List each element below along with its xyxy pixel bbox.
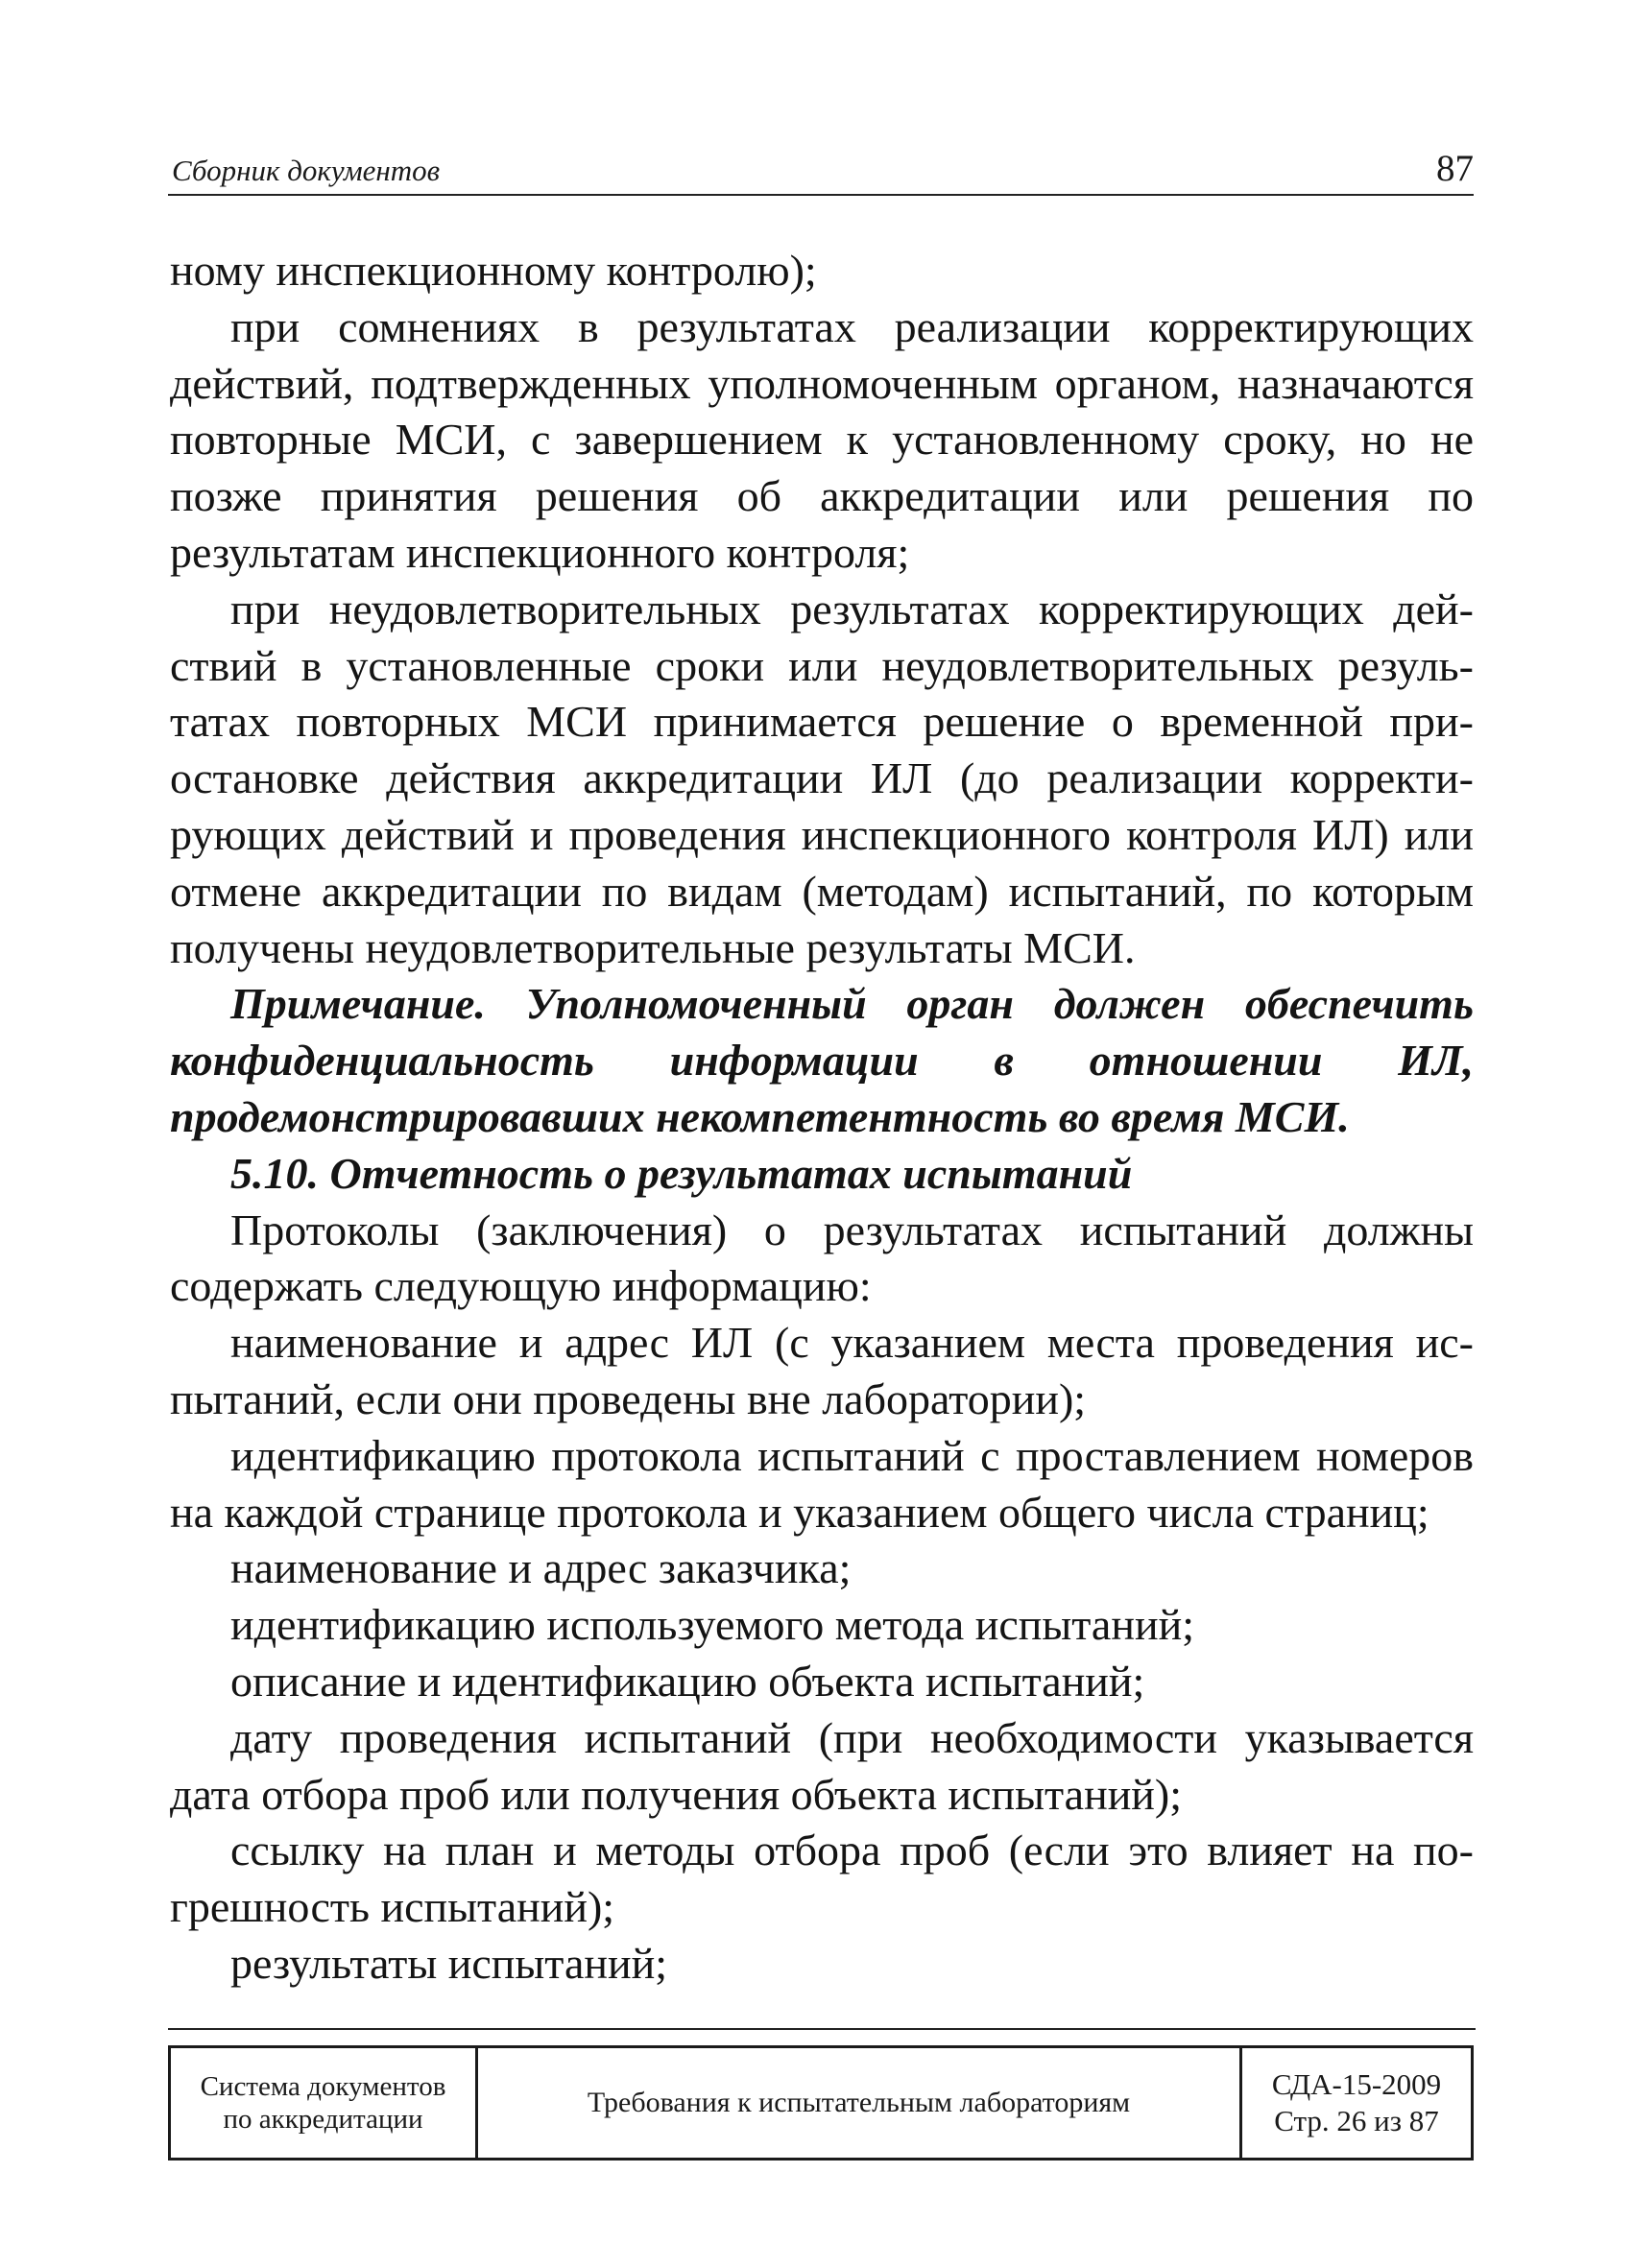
section-heading: 5.10. Отчетность о результатах испытаний — [230, 1148, 1133, 1198]
list-item: ссылку на план и методы отбора проб (если это влияет на погрешность испытаний); — [170, 1826, 1474, 1932]
page-number: 87 — [1436, 148, 1474, 189]
paragraph: Протоколы (заключения) о результатах испытаний должны содержать следующую информацию: — [170, 1205, 1474, 1311]
list-item: идентификацию используемого метода испытаний; — [230, 1600, 1194, 1650]
footer-title: Требования к испытательным лабораториям — [587, 2087, 1131, 2118]
note-paragraph: Примечание. Уполномоченный орган должен обеспечить конфиденциальность информации в отношении ИЛ, продемонстрировавших некомпетентность во время МСИ. — [170, 979, 1474, 1141]
page-header — [168, 144, 1474, 196]
list-item: дату проведения испытаний (при необходимости указывается дата отбора проб или получения объекта испытаний); — [170, 1712, 1474, 1819]
paragraph: при сомнениях в результатах реализации корректирующих действий, подтвержденных уполномоченным органом, назначаются повторные МСИ, с завершением к установленному сроку, но не позже принятия решения об аккредитации или решения по результатам инспекционного контроля; — [170, 301, 1474, 577]
list-item: наименование и адрес заказчика; — [230, 1543, 852, 1593]
body-text — [170, 243, 1474, 1993]
list-item: наименование и адрес ИЛ (с указанием места проведения испытаний, если они проведены вне лаборатории); — [170, 1318, 1474, 1423]
list-item: описание и идентификацию объекта испытаний; — [230, 1656, 1145, 1706]
footer-system-cell — [171, 2048, 478, 2158]
footer-title-cell — [478, 2048, 1242, 2158]
list-item: результаты испытаний; — [230, 1938, 668, 1988]
footer-code-cell — [1242, 2048, 1471, 2158]
header-title: Сборник документов — [172, 154, 441, 187]
footer-table — [168, 2045, 1474, 2161]
footer-system-line2: по аккредитации — [223, 2104, 423, 2135]
paragraph: ному инспекционному контролю); — [170, 246, 817, 295]
footer-doc-code: СДА-15-2009 — [1271, 2067, 1442, 2101]
paragraph: при неудовлетворительных результатах корректирующих действий в установленные сроки или неудовлетворительных результатах повторных МСИ принимается решение о временной приостановке действия аккредитации ИЛ (до реализации корректирующих действий и проведения инспекционного контроля ИЛ) или отмене аккредитации по видам (методам) испытаний, по которым получены неудовлетворительные результаты МСИ. — [170, 584, 1474, 972]
footer-system-line1: Система документов — [200, 2071, 446, 2102]
list-item: идентификацию протокола испытаний с проставлением номеров на каждой странице протокола и указанием общего числа страниц; — [170, 1430, 1474, 1537]
footer-page-info: Стр. 26 из 87 — [1274, 2104, 1439, 2137]
footer-divider — [168, 2028, 1476, 2030]
